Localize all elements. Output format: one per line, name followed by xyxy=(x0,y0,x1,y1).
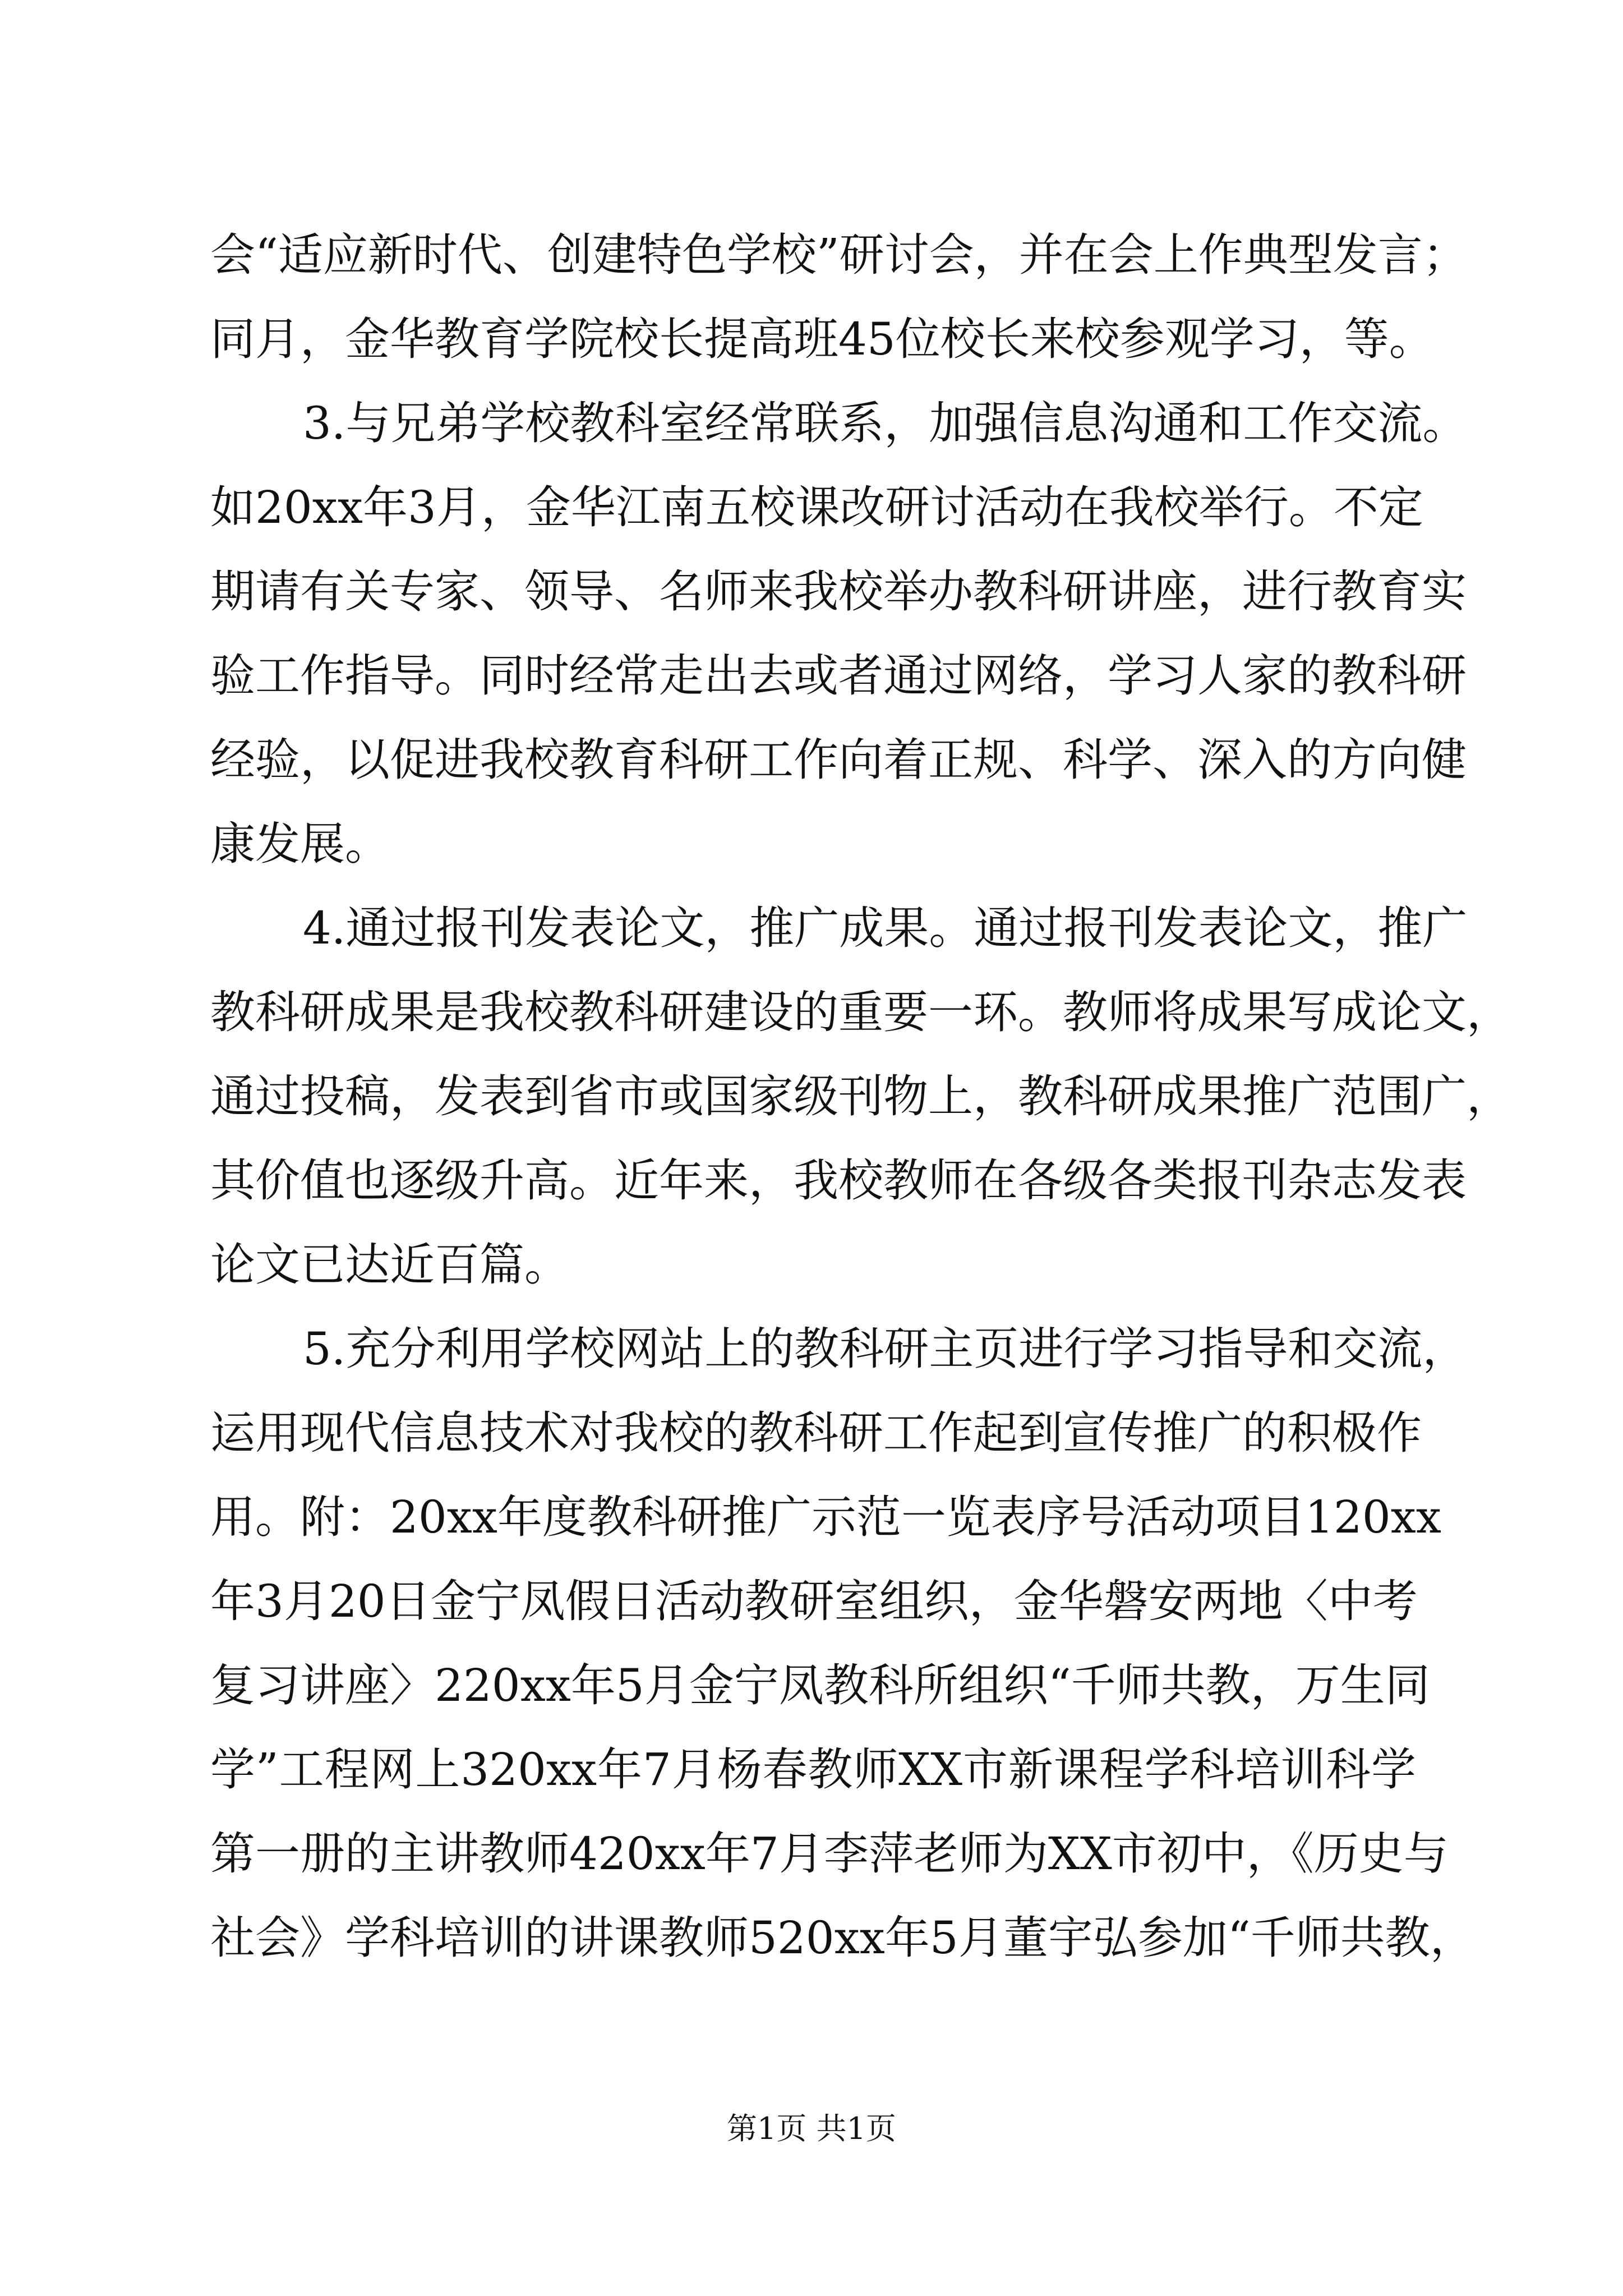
text-line-3: 3.与兄弟学校教科室经常联系，加强信息沟通和工作交流。 xyxy=(303,397,1468,449)
text-line-8: 康发展。 xyxy=(210,818,390,870)
text-line-19: 学”工程网上320xx年7月杨春教师XX市新课程学科培训科学 xyxy=(210,1743,1416,1796)
text-line-12: 其价值也逐级升高。近年来，我校教师在各级各类报刊杂志发表 xyxy=(210,1154,1467,1207)
text-line-4: 如20xx年3月，金华江南五校课改研讨活动在我校举行。不定 xyxy=(210,481,1423,533)
text-line-2: 同月，金华教育学院校长提高班45位校长来校参观学习，等。 xyxy=(210,313,1434,365)
text-line-9: 4.通过报刊发表论文，推广成果。通过报刊发表论文，推广 xyxy=(303,902,1468,954)
text-line-13: 论文已达近百篇。 xyxy=(210,1239,569,1291)
text-line-18: 复习讲座〉220xx年5月金宁凤教科所组织“千师共教，万生同 xyxy=(210,1659,1430,1711)
text-line-14: 5.充分利用学校网站上的教科研主页进行学习指导和交流， xyxy=(303,1323,1468,1375)
page-number-footer: 第1页 共1页 xyxy=(727,2111,896,2146)
text-line-7: 经验，以促进我校教育科研工作向着正规、科学、深入的方向健 xyxy=(210,734,1467,786)
text-line-17: 年3月20日金宁凤假日活动教研室组织，金华磐安两地〈中考 xyxy=(210,1575,1418,1627)
text-line-6: 验工作指导。同时经常走出去或者通过网络，学习人家的教科研 xyxy=(210,650,1467,702)
document-body xyxy=(210,213,1511,1980)
text-line-5: 期请有关专家、领导、名师来我校举办教科研讲座，进行教育实 xyxy=(210,565,1467,618)
text-line-1: 会“适应新时代、创建特色学校”研讨会，并在会上作典型发言； xyxy=(210,229,1468,281)
text-line-21: 社会》学科培训的讲课教师520xx年5月董宇弘参加“千师共教， xyxy=(210,1912,1475,1964)
text-line-15: 运用现代信息技术对我校的教科研工作起到宣传推广的积极作 xyxy=(210,1407,1422,1459)
text-line-11: 通过投稿，发表到省市或国家级刊物上，教科研成果推广范围广， xyxy=(210,1070,1511,1122)
text-line-16: 用。附：20xx年度教科研推广示范一览表序号活动项目120xx xyxy=(210,1491,1441,1543)
text-line-10: 教科研成果是我校教科研建设的重要一环。教师将成果写成论文， xyxy=(210,986,1511,1038)
text-line-20: 第一册的主讲教师420xx年7月李萍老师为XX市初中，《历史与 xyxy=(210,1828,1449,1880)
